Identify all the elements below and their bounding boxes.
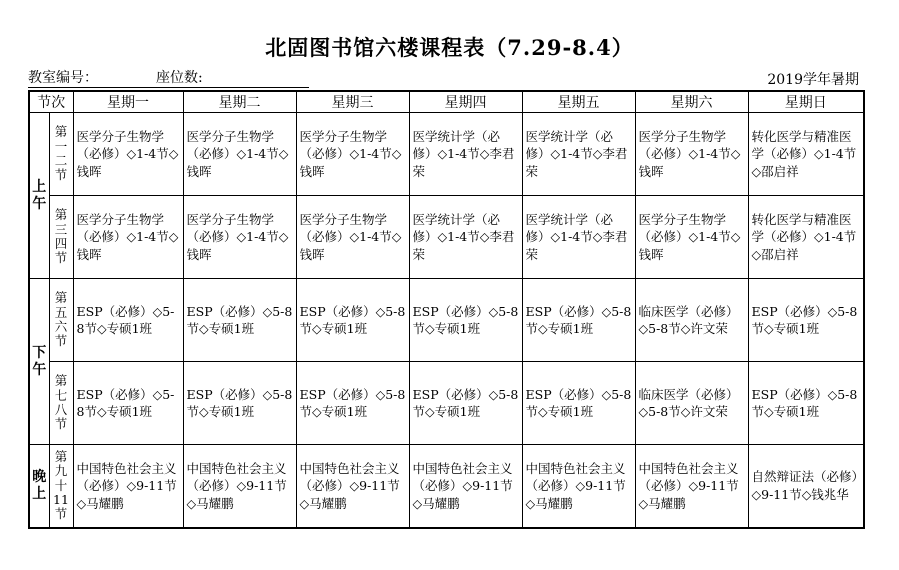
- schedule-cell: 医学统计学（必修）◇1-4节◇李君荣: [409, 113, 522, 196]
- schedule-cell: ESP（必修）◇5-8节◇专硕1班: [183, 279, 296, 362]
- schedule-cell: 医学分子生物学（必修）◇1-4节◇钱晖: [183, 113, 296, 196]
- schedule-cell: 医学统计学（必修）◇1-4节◇李君荣: [409, 196, 522, 279]
- schedule-cell: 临床医学（必修）◇5-8节◇许文荣: [635, 362, 748, 445]
- schedule-cell: 医学分子生物学（必修）◇1-4节◇钱晖: [635, 196, 748, 279]
- schedule-cell: 中国特色社会主义（必修）◇9-11节◇马耀鹏: [183, 445, 296, 528]
- meta-row: [28, 70, 859, 88]
- section-label-afternoon: 下午: [29, 279, 49, 445]
- period-label-1-2: 第一二节: [49, 113, 73, 196]
- period-label-7-8: 第七八节: [49, 362, 73, 445]
- day-header-monday: 星期一: [73, 91, 183, 113]
- term-label: 2019学年暑期: [767, 72, 859, 88]
- schedule-cell: 医学分子生物学（必修）◇1-4节◇钱晖: [73, 113, 183, 196]
- schedule-cell: 医学分子生物学（必修）◇1-4节◇钱晖: [635, 113, 748, 196]
- schedule-cell: ESP（必修）◇5-8节◇专硕1班: [409, 279, 522, 362]
- schedule-cell: ESP（必修）◇5-8节◇专硕1班: [748, 362, 864, 445]
- table-row-periods-7-8: [29, 362, 864, 445]
- schedule-cell: 医学分子生物学（必修）◇1-4节◇钱晖: [296, 196, 409, 279]
- schedule-cell: ESP（必修）◇5-8节◇专硕1班: [296, 279, 409, 362]
- schedule-cell: ESP（必修）◇5-8节◇专硕1班: [748, 279, 864, 362]
- table-row-periods-3-4: [29, 196, 864, 279]
- schedule-cell: ESP（必修）◇5-8节◇专硕1班: [409, 362, 522, 445]
- schedule-cell: ESP（必修）◇5-8节◇专硕1班: [522, 279, 635, 362]
- section-label-morning: 上午: [29, 113, 49, 279]
- schedule-cell: 中国特色社会主义（必修）◇9-11节◇马耀鹏: [635, 445, 748, 528]
- period-label-9-11: 第九十11节: [49, 445, 73, 528]
- period-label-3-4: 第三四节: [49, 196, 73, 279]
- course-schedule-table: [28, 90, 865, 529]
- table-row-periods-9-11: [29, 445, 864, 528]
- day-header-wednesday: 星期三: [296, 91, 409, 113]
- day-header-friday: 星期五: [522, 91, 635, 113]
- schedule-cell: ESP（必修）◇5-8节◇专硕1班: [73, 279, 183, 362]
- schedule-cell: 转化医学与精准医学（必修）◇1-4节◇邵启祥: [748, 113, 864, 196]
- schedule-cell: 医学分子生物学（必修）◇1-4节◇钱晖: [296, 113, 409, 196]
- schedule-cell: 中国特色社会主义（必修）◇9-11节◇马耀鹏: [296, 445, 409, 528]
- day-header-thursday: 星期四: [409, 91, 522, 113]
- header-row: [29, 91, 864, 113]
- schedule-cell: 医学统计学（必修）◇1-4节◇李君荣: [522, 196, 635, 279]
- classroom-seats-blank: [28, 70, 309, 88]
- schedule-cell: 中国特色社会主义（必修）◇9-11节◇马耀鹏: [409, 445, 522, 528]
- schedule-cell: 医学分子生物学（必修）◇1-4节◇钱晖: [183, 196, 296, 279]
- section-label-evening: 晚上: [29, 445, 49, 528]
- schedule-cell: 医学统计学（必修）◇1-4节◇李君荣: [522, 113, 635, 196]
- schedule-cell: ESP（必修）◇5-8节◇专硕1班: [183, 362, 296, 445]
- day-header-tuesday: 星期二: [183, 91, 296, 113]
- schedule-cell: 中国特色社会主义（必修）◇9-11节◇马耀鹏: [73, 445, 183, 528]
- classroom-number-label: 教室编号：: [28, 70, 98, 86]
- period-label-5-6: 第五六节: [49, 279, 73, 362]
- schedule-cell: 医学分子生物学（必修）◇1-4节◇钱晖: [73, 196, 183, 279]
- seat-count-label: 座位数:: [156, 70, 203, 86]
- corner-header-period: 节次: [29, 91, 73, 113]
- table-row-periods-5-6: [29, 279, 864, 362]
- day-header-saturday: 星期六: [635, 91, 748, 113]
- schedule-cell: 中国特色社会主义（必修）◇9-11节◇马耀鹏: [522, 445, 635, 528]
- table-row-periods-1-2: [29, 113, 864, 196]
- schedule-cell: 自然辩证法（必修）◇9-11节◇钱兆华: [748, 445, 864, 528]
- schedule-cell: 临床医学（必修）◇5-8节◇许文荣: [635, 279, 748, 362]
- schedule-cell: ESP（必修）◇5-8节◇专硕1班: [73, 362, 183, 445]
- schedule-cell: ESP（必修）◇5-8节◇专硕1班: [522, 362, 635, 445]
- schedule-cell: 转化医学与精准医学（必修）◇1-4节◇邵启祥: [748, 196, 864, 279]
- day-header-sunday: 星期日: [748, 91, 864, 113]
- page-title: 北固图书馆六楼课程表（7.29-8.4）: [265, 35, 634, 60]
- schedule-cell: ESP（必修）◇5-8节◇专硕1班: [296, 362, 409, 445]
